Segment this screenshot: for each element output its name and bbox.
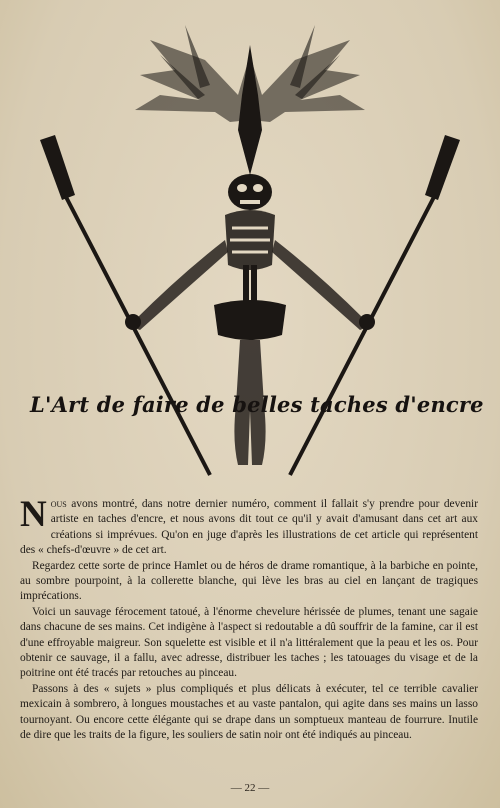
drop-cap: N [20,494,47,535]
paragraph-3: Voici un sauvage férocement tatoué, à l'énorme chevelure hérissée de plumes, tenant une sagaie dans chacune de ses mains. Cet indigène à l'aspect si redoutable a dû souffrir de la famine, car il est d'une effroyable maigreur. Son squelette est visible et il n'a littéralement que la peau et les os. Pour obtenir ce sauvage, il a fallu, avec adresse, distribuer les taches ; les tatouages du visage et de la poitrine ont été tracés par retouches au pinceau. [20,605,478,680]
paragraph-2: Regardez cette sorte de prince Hamlet ou de héros de drame romantique, à la barbiche en pointe, au sombre pourpoint, à la collerette blanche, qui lève les bras au ciel en lançant de tragiques imprécations. [20,559,478,603]
article-body [20,494,478,744]
page-number: — 22 — [230,782,270,794]
paragraph-1 [20,494,478,559]
paragraph-4: Passons à des « sujets » plus compliqués et plus délicats à exécuter, tel ce terrible cavalier mexicain à sombrero, à longues moustaches et au vaste pantalon, qui agite dans ses mains un lasso tournoyant. Ou encore cette élégante qui se drape dans un somptueux manteau de fourrure. Inutile de dire que les traits de la figure, les souliers de satin noir ont été indiqués au pinceau. [20,682,478,742]
article-title: L'Art de faire de belles taches d'encre [30,392,484,417]
lead-smallcaps: ous [50,498,67,510]
paragraph-1-text: avons montré, dans notre dernier numéro, comment il fallait s'y prendre pour devenir artiste en taches d'encre, et nous avons dit tout ce qu'il y avait d'amusant dans cet art aux créations si imprévues. Qu'on en juge d'après les illustrations de cet article qui représentent des « chefs-d'œuvre » de cet art. [20,498,478,557]
page-number-value: 22 [244,782,256,794]
